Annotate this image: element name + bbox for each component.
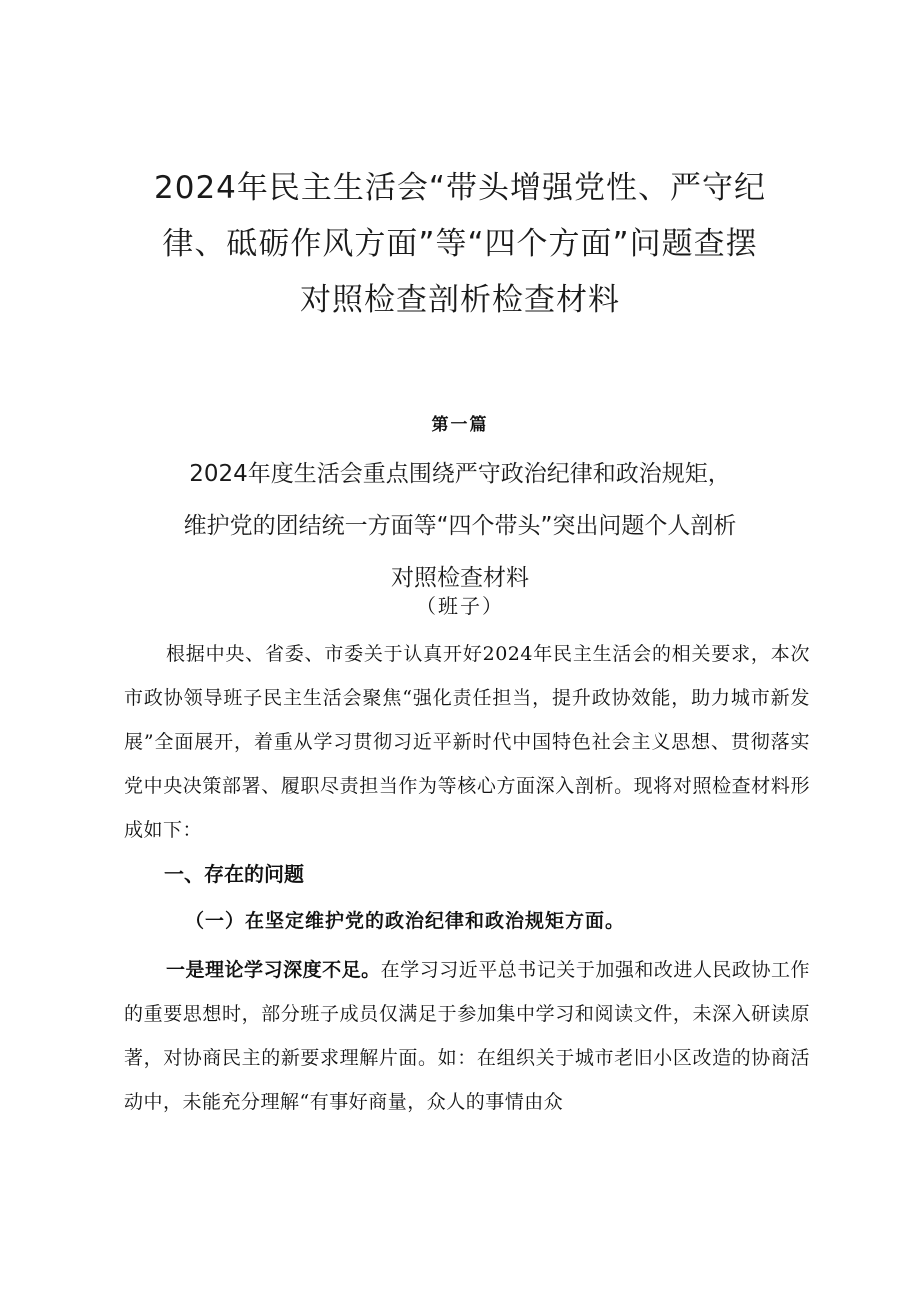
intro-paragraph: 根据中央、省委、市委关于认真开好2024年民主生活会的相关要求，本次市政协领导班子民主生活会聚焦“强化责任担当，提升政协效能，助力城市新发展”全面展开，着重从学习贯彻习近平新时代中国特色社会主义思想、贯彻落实党中央决策部署、履职尽责担当作为等核心方面深入剖析。现将对照检查材料形成如下：: [124, 643, 810, 841]
subsection-heading: （一）在坚定维护党的政治纪律和政治规矩方面。: [185, 910, 626, 932]
team-label: （班子）: [416, 594, 504, 618]
document-title: [70, 160, 850, 328]
title-line: 对照检查剖析检查材料: [300, 282, 620, 318]
subtitle-line: 对照检查材料: [391, 565, 529, 591]
title-line: 律、砥砺作风方面”等“四个方面”问题查摆: [162, 226, 758, 262]
point-lead: 一是理论学习深度不足。: [166, 959, 381, 981]
title-line: 2024年民主生活会“带头增强党性、严守纪: [154, 170, 766, 206]
subtitle-line: 2024年度生活会重点围绕严守政治纪律和政治规矩，: [189, 461, 731, 487]
chapter-label: 第一篇: [431, 415, 489, 435]
point-body: 在学习习近平总书记关于加强和改进人民政协工作的重要思想时，部分班子成员仅满足于参加集中学习和阅读文件，未深入研读原著，对协商民主的新要求理解片面。如：在组织关于城市老旧小区改造的协商活动中，未能充分理解“有事好商量，众人的事情由众: [124, 959, 810, 1113]
point-paragraph: [124, 948, 810, 1124]
section-heading: 一、存在的问题: [164, 862, 304, 886]
subtitle-line: 维护党的团结统一方面等“四个带头”突出问题个人剖析: [183, 513, 737, 539]
chapter-subtitle: [90, 448, 830, 604]
